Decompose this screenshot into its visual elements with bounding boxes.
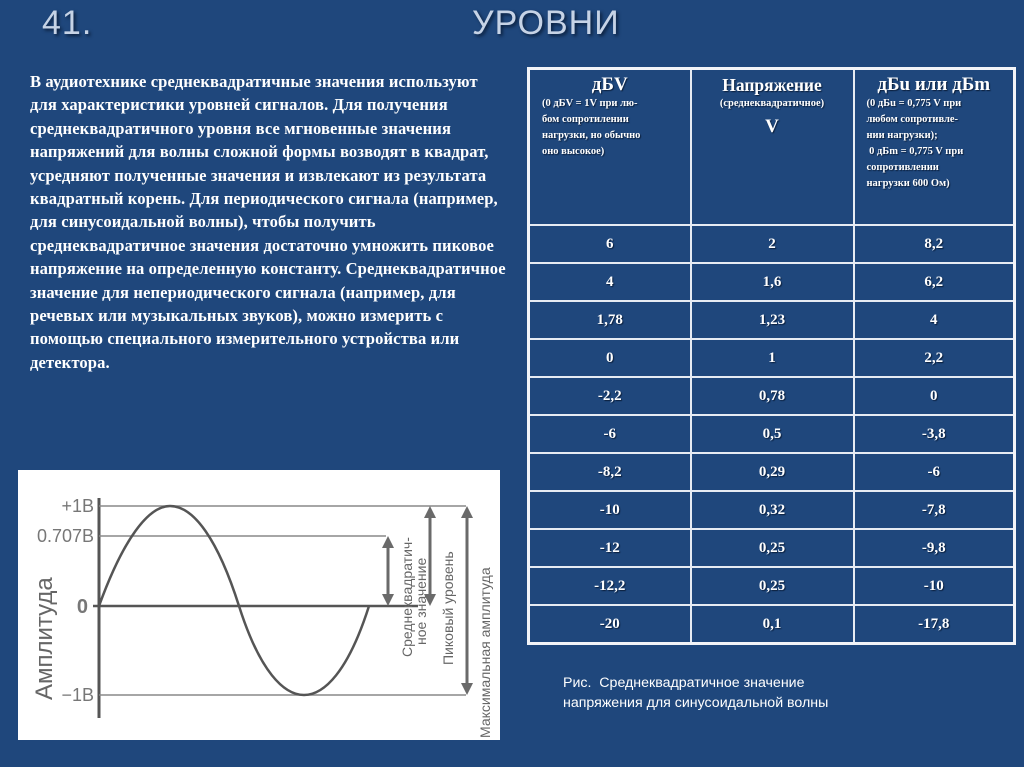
tick-zero: 0 (76, 596, 88, 618)
header-dbv-note-3: нагрузки, но обычно (542, 130, 641, 141)
slide-number: 41. (42, 4, 93, 42)
header-dbu-dbm (854, 69, 1015, 226)
table-row (529, 453, 1015, 491)
cell-dbv: -12 (529, 529, 691, 567)
header-dbu-note-3: нии нагрузки); (866, 130, 938, 141)
cell-voltage: 0,25 (691, 529, 854, 567)
cell-voltage: 0,5 (691, 415, 854, 453)
table-row (529, 377, 1015, 415)
cell-dbu: 4 (854, 301, 1015, 339)
rms-label-line2: ное значение (413, 557, 429, 645)
header-dbv-note-2: бом сопротилении (542, 114, 629, 125)
y-axis-label: Амплитуда (31, 577, 58, 700)
header-dbu-note-1: (0 дБu = 0,775 V при (866, 98, 962, 109)
cell-dbu: -10 (854, 567, 1015, 605)
cell-dbu: 0 (854, 377, 1015, 415)
cell-dbu: 2,2 (854, 339, 1015, 377)
cell-dbu: -6 (854, 453, 1015, 491)
table-row (529, 301, 1015, 339)
cell-dbv: -12,2 (529, 567, 691, 605)
cell-dbv: -10 (529, 491, 691, 529)
table-row (529, 263, 1015, 301)
cell-dbu: -7,8 (854, 491, 1015, 529)
sine-wave-diagram (18, 470, 500, 740)
cell-dbu: 8,2 (854, 225, 1015, 263)
cell-dbu: 6,2 (854, 263, 1015, 301)
caption-line-2: напряжения для синусоидальной волны (563, 695, 829, 711)
table-header-row (529, 69, 1015, 226)
rms-arrow-down-icon (382, 594, 394, 606)
header-voltage (691, 69, 854, 226)
header-dbu-note-4: 0 дБm = 0,775 V при (866, 146, 964, 157)
cell-voltage: 0,25 (691, 567, 854, 605)
sine-curve (99, 506, 369, 695)
header-voltage-title: Напряжение (722, 75, 822, 95)
table-row (529, 491, 1015, 529)
rms-arrow-up-icon (382, 536, 394, 548)
table-row (529, 567, 1015, 605)
body-paragraph: В аудиотехнике среднеквадратичные значения используют для характеристики уровней сигналов. Для получения среднеквадратичного уровня все мгновенные значения напряжений для волны сложной формы возводят в квадрат, усредняют полученные значения и извлекают из результата квадратный корень. Для периодического сигнала (например, для синусоидальной волны), чтобы получить среднеквадратичное значения достаточно умножить пиковое напряжение на определенную константу. Среднеквадратичное значение для непериодического сигнала (например, для речевых или музыкальных звуков), можно измерить с помощью специального измерительного устройства или детектора. (30, 72, 506, 372)
peak-to-peak-label: Максимальная амплитуда (477, 567, 493, 738)
cell-voltage: 0,78 (691, 377, 854, 415)
cell-voltage: 0,29 (691, 453, 854, 491)
rms-label-line1: Среднеквадратич- (399, 537, 415, 657)
sine-wave-figure (18, 470, 500, 740)
cell-dbv: 4 (529, 263, 691, 301)
header-dbv (529, 69, 691, 226)
cell-dbu: -9,8 (854, 529, 1015, 567)
header-voltage-note: (среднеквадратичное) (719, 98, 825, 109)
slide-title: УРОВНИ (472, 4, 620, 42)
header-dbv-note-1: (0 дБV = 1V при лю- (542, 98, 638, 109)
cell-voltage: 1 (691, 339, 854, 377)
table-row (529, 339, 1015, 377)
cell-dbv: 1,78 (529, 301, 691, 339)
header-dbv-title: дБV (591, 74, 628, 95)
cell-dbv: -2,2 (529, 377, 691, 415)
figure-caption (563, 673, 983, 713)
cell-dbv: -6 (529, 415, 691, 453)
cell-dbv: 0 (529, 339, 691, 377)
cell-dbv: 6 (529, 225, 691, 263)
cell-dbu: -17,8 (854, 605, 1015, 644)
table-row (529, 225, 1015, 263)
cell-dbv: -20 (529, 605, 691, 644)
cell-voltage: 1,23 (691, 301, 854, 339)
header-dbu-note-2: любом сопротивле- (866, 114, 959, 125)
cell-dbv: -8,2 (529, 453, 691, 491)
table-row (529, 529, 1015, 567)
cell-voltage: 0,32 (691, 491, 854, 529)
header-voltage-unit: V (765, 116, 779, 137)
cell-voltage: 1,6 (691, 263, 854, 301)
peak-arrow-up-icon (424, 506, 436, 518)
header-dbu-note-6: нагрузки 600 Ом) (866, 178, 950, 189)
cell-voltage: 0,1 (691, 605, 854, 644)
table-row (529, 605, 1015, 644)
peak-label: Пиковый уровень (440, 551, 456, 665)
tick-minus-1v: −1В (61, 685, 94, 705)
header-dbu-note-5: сопротивлении (866, 162, 939, 173)
cell-voltage: 2 (691, 225, 854, 263)
levels-table (527, 67, 1016, 645)
table-row (529, 415, 1015, 453)
header-dbv-note-4: оно высокое) (542, 146, 605, 157)
cell-dbu: -3,8 (854, 415, 1015, 453)
ptp-arrow-down-icon (461, 683, 473, 695)
header-dbu-title: дБu или дБm (877, 74, 991, 95)
tick-rms: 0.707В (36, 526, 94, 546)
ptp-arrow-up-icon (461, 506, 473, 518)
caption-line-1: Рис. Среднеквадратичное значение (563, 675, 805, 691)
tick-plus-1v: +1В (61, 496, 94, 516)
